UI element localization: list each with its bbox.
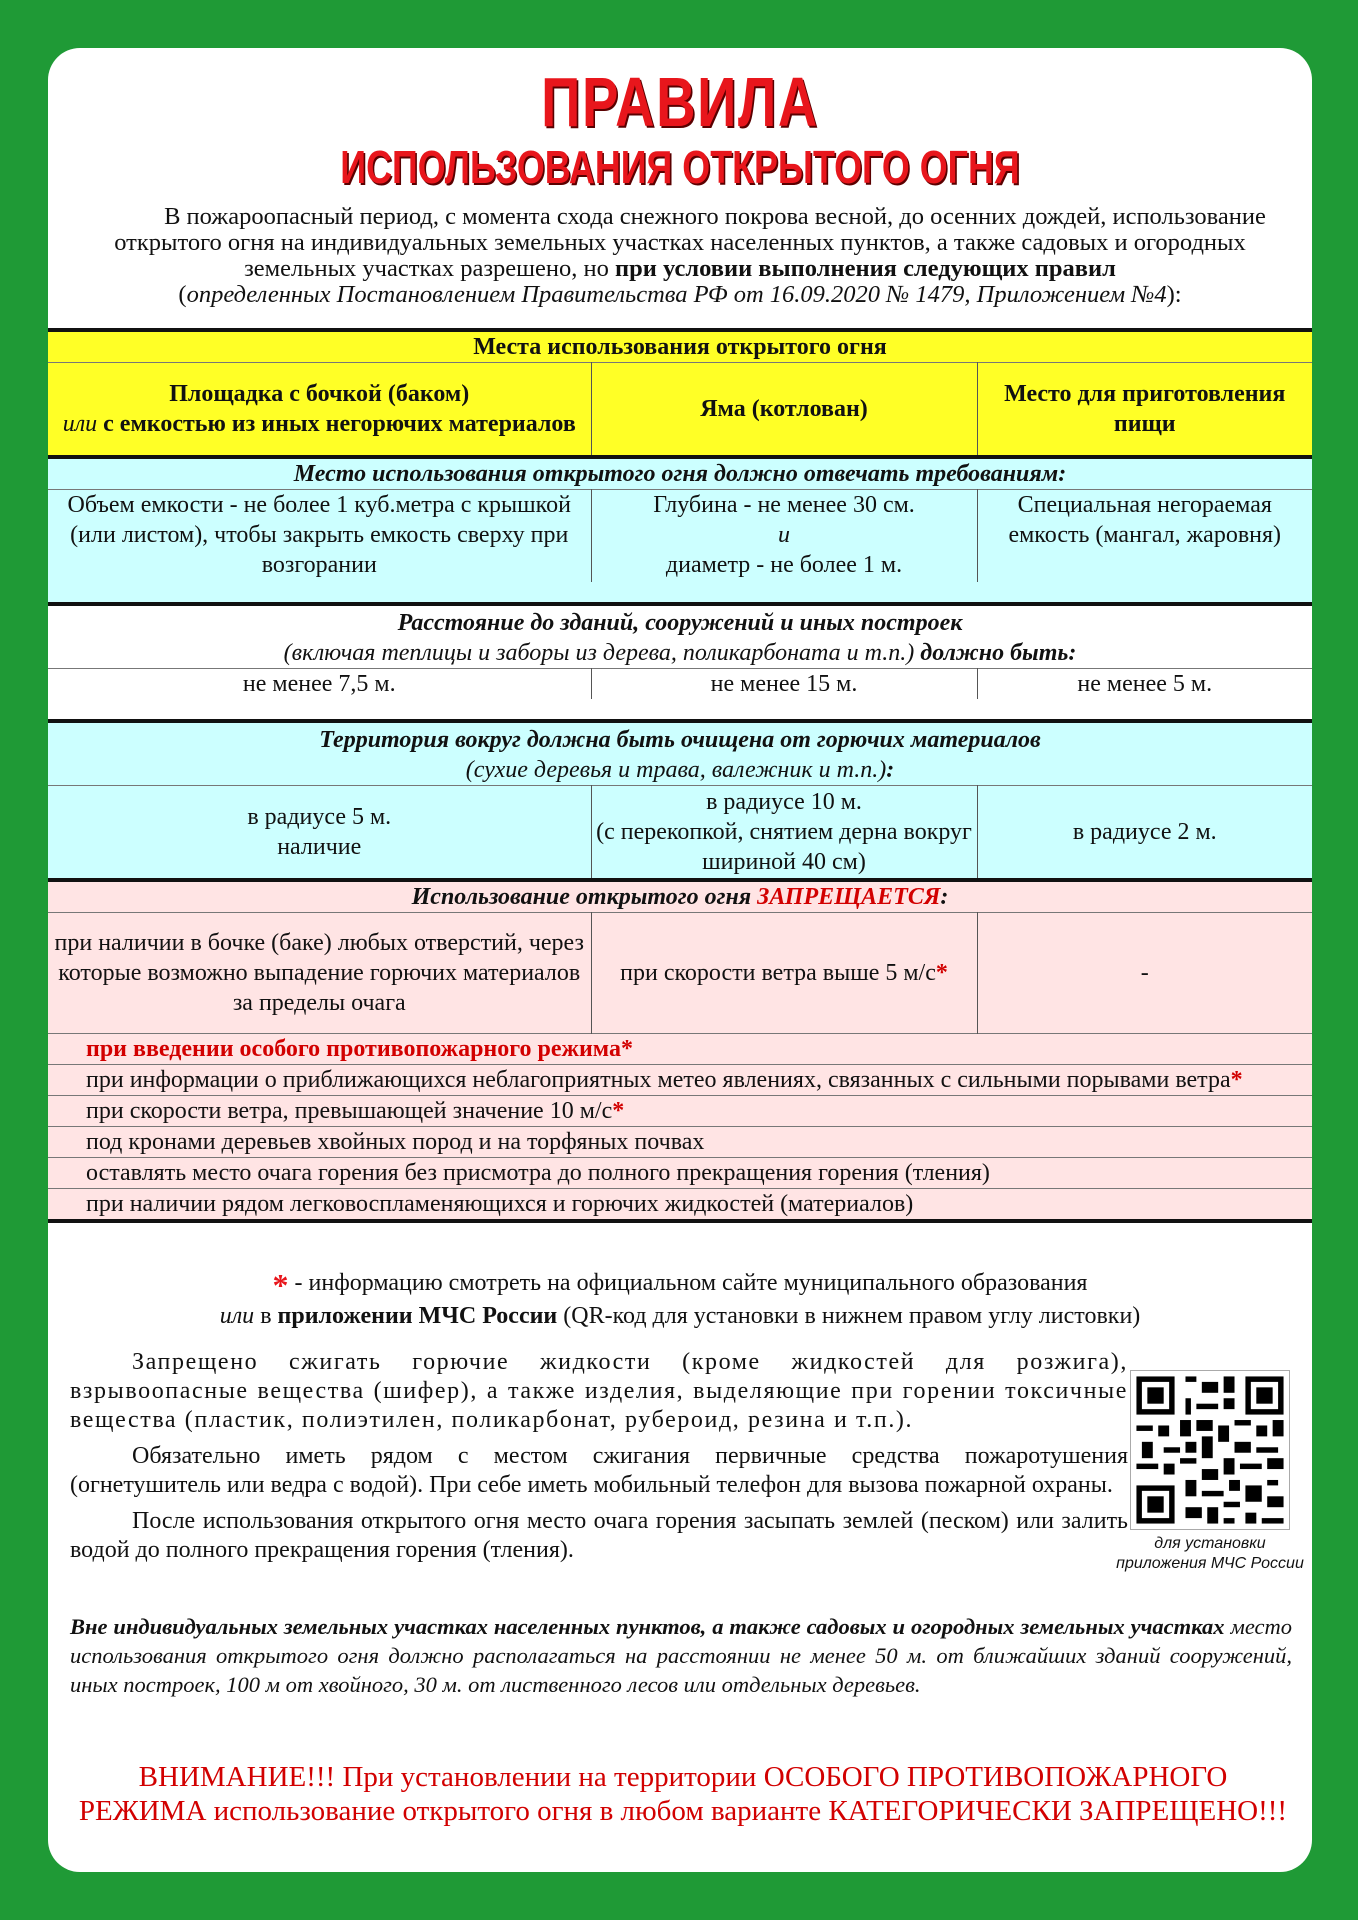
footnote: * - информацию смотреть на официальном сайте муниципального образования или в приложении МЧС России (QR-код для установки в нижнем правом углу листовки) [219,1267,1141,1329]
ban-row: при скорости ветра, превышающей значение 10 м/с* [48,1096,1312,1127]
requirements-header-row: Место использования открытого огня должно отвечать требованиям: [48,457,1312,490]
distance-row: не менее 7,5 м. не менее 15 м. не менее 5 м. [48,669,1312,700]
distance-header-row: Расстояние до зданий, сооружений и иных построек (включая теплицы и заборы из дерева, поликарбоната и т.п.) должно быть: [48,604,1312,669]
paragraph: Обязательно иметь рядом с местом сжигания первичные средства пожаротушения (огнетушитель или ведра с водой). При себе иметь мобильный телефон для вызова пожарной охраны. [70,1443,1128,1498]
requirements-row: Объем емкости - не более 1 куб.метра с крышкой (или листом), чтобы закрыть емкость сверху при возгорании Глубина - не менее 30 см. и диаметр - не более 1 м. Специальная негораемая емкость (мангал, жаровня) [48,490,1312,583]
paragraph: Запрещено сжигать горючие жидкости (кроме жидкостей для розжига), взрывоопасные вещества (шифер), а также изделия, выделяющие при горении токсичные вещества (пластик, полиэтилен, поликарбонат, рубероид, резина и т.п.). [70,1349,1128,1433]
territory-header-row: Территория вокруг должна быть очищена от горючих материалов (сухие деревья и трава, валежник и т.п.): [48,721,1312,786]
places-header: Места использования открытого огня [473,334,887,360]
page-subtitle: ИСПОЛЬЗОВАНИЯ ОТКРЫТОГО ОГНЯ [340,141,1020,193]
intro-text: В пожароопасный период, с момента схода снежного покрова весной, до осенних дождей, использование открытого огня на индивидуальных земельных участках населенных пунктов, а также садовых и огородных земельных участках разрешено, но при условии выполнения следующих правил (определенных Постановлением Правительства РФ от 16.09.2020 № 1479, Приложением №4): [114,203,1266,308]
ban-row-text: при введении особого противопожарного режима [86,1036,621,1062]
rules-paragraphs [70,1348,1128,1572]
ban-row-text: при наличии рядом легковоспламеняющихся и горючих жидкостей (материалов) [86,1191,914,1217]
ban-header-row: Использование открытого огня ЗАПРЕЩАЕТСЯ: [48,880,1312,913]
ban-row [48,1189,1312,1222]
warning-text: ВНИМАНИЕ!!! При установлении на территории ОСОБОГО ПРОТИВОПОЖАРНОГО РЕЖИМА использование открытого огня в любом варианте КАТЕГОРИЧЕСКИ ЗАПРЕЩЕНО!!! [78,1761,1288,1827]
places-columns-row [48,363,1312,458]
leaflet-card [48,48,1312,1872]
outside-settlements-note: Вне индивидуальных земельных участках населенных пунктов, а также садовых и огородных земельных участках место использования открытого огня должно располагаться на расстоянии не менее 50 м. от ближайших зданий сооружений, иных построек, 100 м от хвойного, 30 м. от лиственного лесов или отдельных деревьев. [70,1614,1292,1697]
col-pit: Яма (котлован) [591,363,977,458]
places-header-row [48,330,1312,363]
ban-row-text: под кронами деревьев хвойных пород и на торфяных почвах [86,1129,705,1155]
ban-row-text: при информации о приближающихся неблагоприятных метео явлениях, связанных с сильными порывами ветра [86,1067,1231,1093]
ban-row: при введении особого противопожарного режима* [48,1034,1312,1065]
col-barrel: Площадка с бочкой (баком) или с емкостью из иных негорючих материалов [48,363,591,458]
ban-rows [48,1034,1312,1222]
ban-row-text: при скорости ветра, превышающей значение 10 м/с [86,1098,613,1124]
ban-row-text: оставлять место очага горения без присмотра до полного прекращения горения (тления) [86,1160,990,1186]
rules-table [48,328,1312,1223]
qr-code-icon [1130,1370,1290,1530]
ban-row: при информации о приближающихся неблагоприятных метео явлениях, связанных с сильными порывами ветра* [48,1065,1312,1096]
ban-columns-row: при наличии в бочке (баке) любых отверстий, через которые возможно выпадение горючих материалов за пределы очага при скорости ветра выше 5 м/с* - [48,913,1312,1034]
page-title: ПРАВИЛА [541,63,819,141]
paragraph: После использования открытого огня место очага горения засыпать землей (песком) или залить водой до полного прекращения горения (тления). [70,1508,1128,1563]
col-cooking: Место для приготовления пищи [1004,381,1286,437]
territory-row: в радиусе 5 м. наличие в радиусе 10 м. (с перекопкой, снятием дерна вокруг шириной 40 см) в радиусе 2 м. [48,786,1312,881]
ban-row [48,1127,1312,1158]
ban-row [48,1158,1312,1189]
qr-caption: для установки приложения МЧС России [1116,1535,1304,1572]
